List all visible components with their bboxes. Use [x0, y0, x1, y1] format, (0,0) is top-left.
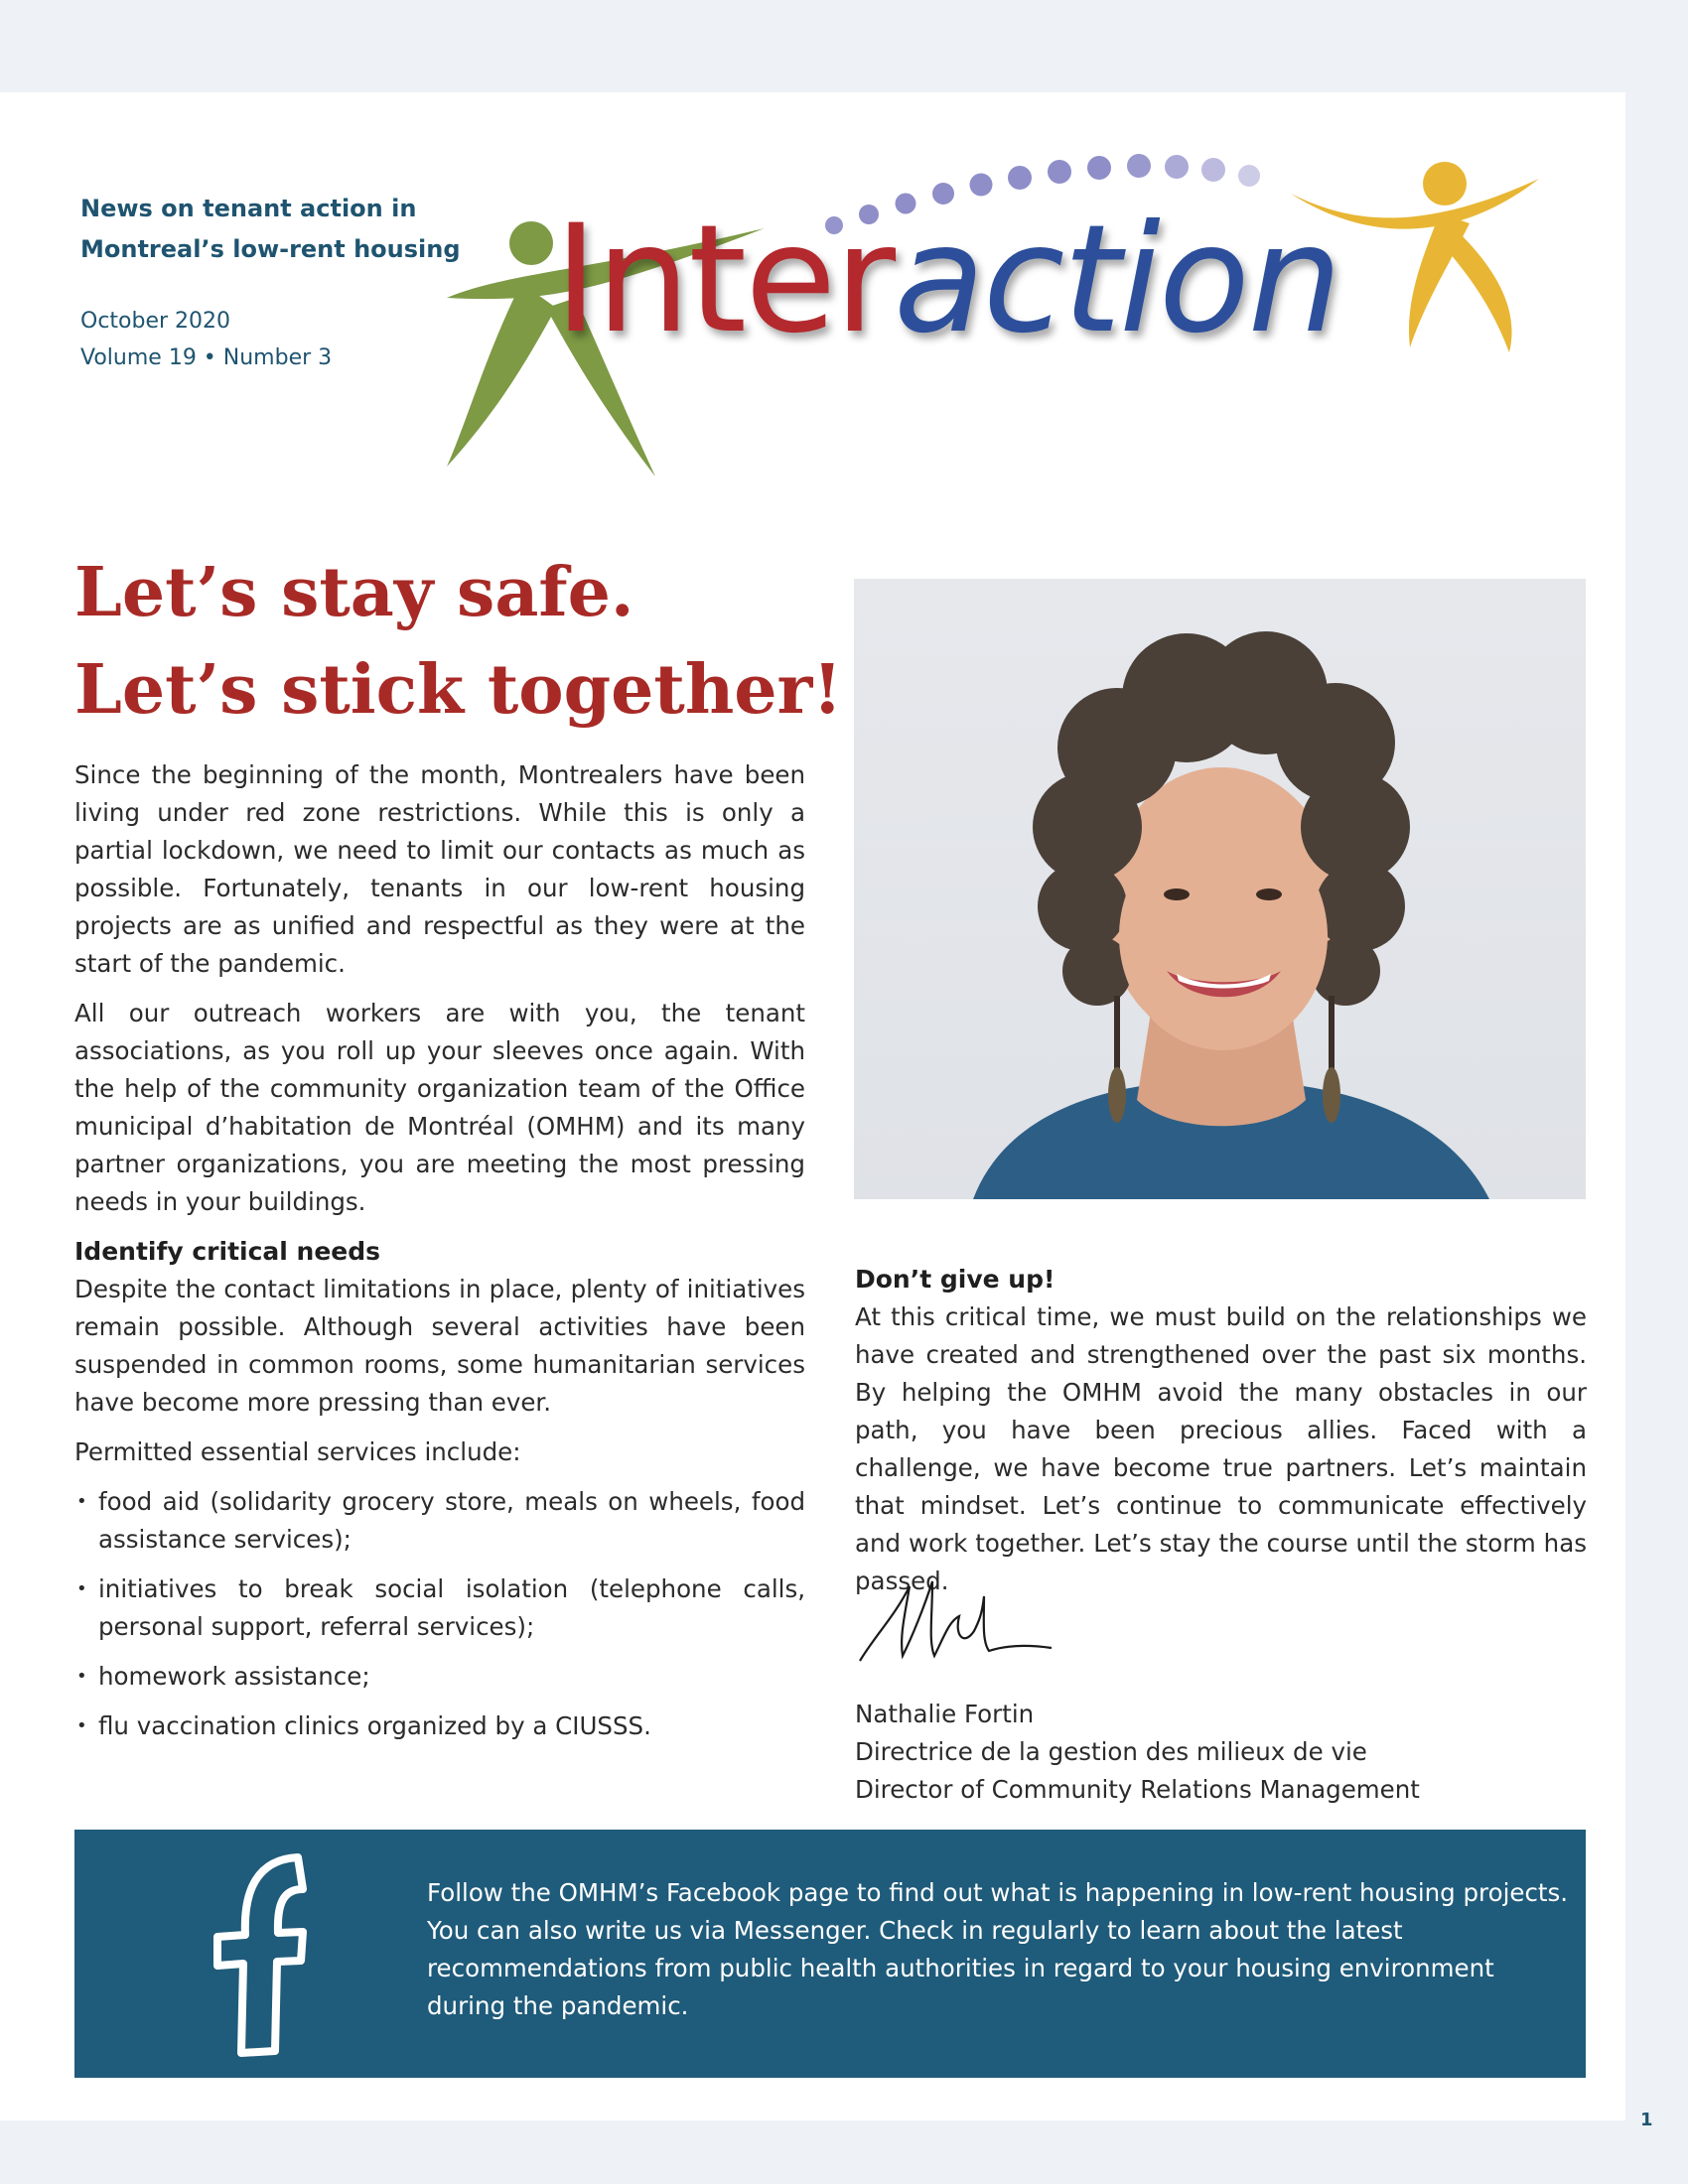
- services-list: [74, 1483, 805, 1745]
- facebook-banner: [74, 1830, 1586, 2078]
- issue-date: October 2020: [80, 309, 231, 334]
- issue-volume: Volume 19 • Number 3: [80, 345, 333, 370]
- tagline-line-2: Montreal’s low-rent housing: [80, 235, 461, 263]
- signer-title-en: Director of Community Relations Management: [855, 1775, 1420, 1804]
- dont-give-up-paragraph: At this critical time, we must build on the relationships we have created and strengthened over the past six months. By helping the OMHM avoid the many obstacles in our path, you have been precious allies. Faced with a challenge, we have become true partners. Let’s maintain that mindset. Let’s continue to communicate effectively and work together. Let’s stay the course until the storm has passed.: [855, 1302, 1587, 1595]
- tagline-line-1: News on tenant action in: [80, 195, 417, 222]
- services-intro: Permitted essential services include:: [74, 1437, 521, 1466]
- signer-name: Nathalie Fortin: [855, 1700, 1035, 1728]
- page-number: 1: [1640, 2110, 1653, 2130]
- logo-wordmark-action: action: [894, 194, 1340, 366]
- critical-needs-subhead: Identify critical needs: [74, 1237, 381, 1266]
- outreach-paragraph: All our outreach workers are with you, the tenant associations, as you roll up your sleeves once again. With the help of the community organization team of the Office municipal d’habitation de Montréal (OMHM) and its many partner organizations, you are meeting the most pressing needs in your buildings.: [74, 999, 805, 1216]
- critical-needs-paragraph: Despite the contact limitations in place, plenty of initiatives remain possible. Although several activities have been suspended in common rooms, some humanitarian services have become more pressing than ever.: [74, 1275, 805, 1417]
- dont-give-up-subhead: Don’t give up!: [855, 1265, 1055, 1294]
- issue-info: [80, 303, 332, 376]
- interaction-logo: [427, 124, 1559, 481]
- intro-paragraph: Since the beginning of the month, Montrealers have been living under red zone restrictions. While this is only a partial lockdown, we need to limit our contacts as much as possible. Fortunately, tenants in our low-rent housing projects are as unified and respectful as they were at the start of the pandemic.: [74, 760, 805, 978]
- article-headline: [74, 544, 842, 739]
- list-item: • food aid (solidarity grocery store, meals on wheels, food assistance services);: [74, 1483, 805, 1559]
- signature-block: [855, 1696, 1420, 1809]
- facebook-icon[interactable]: [204, 1849, 313, 2058]
- facebook-banner-text: Follow the OMHM’s Facebook page to find out what is happening in low-rent housing projects. You can also write us via Messenger. Check in regularly to learn about the latest recommendations from public health authorities in regard to your housing environment during the pandemic.: [427, 1878, 1569, 2020]
- headline-line-1: Let’s stay safe.: [74, 553, 634, 632]
- masthead-tagline: [80, 189, 461, 270]
- list-item: • initiatives to break social isolation (telephone calls, personal support, referral services);: [74, 1570, 805, 1646]
- logo-wordmark: [554, 194, 1340, 366]
- right-column: [855, 1261, 1587, 1612]
- portrait-illustration: [854, 579, 1586, 1199]
- portrait-photo: [854, 579, 1586, 1199]
- headline-line-2: Let’s stick together!: [74, 650, 843, 730]
- logo-wordmark-inter: Inter: [554, 194, 895, 366]
- signature-icon: [855, 1576, 1054, 1666]
- list-item: • homework assistance;: [74, 1658, 805, 1696]
- signer-title-fr: Directrice de la gestion des milieux de vie: [855, 1737, 1367, 1766]
- left-column: [74, 756, 805, 1757]
- list-item: • flu vaccination clinics organized by a CIUSSS.: [74, 1707, 805, 1745]
